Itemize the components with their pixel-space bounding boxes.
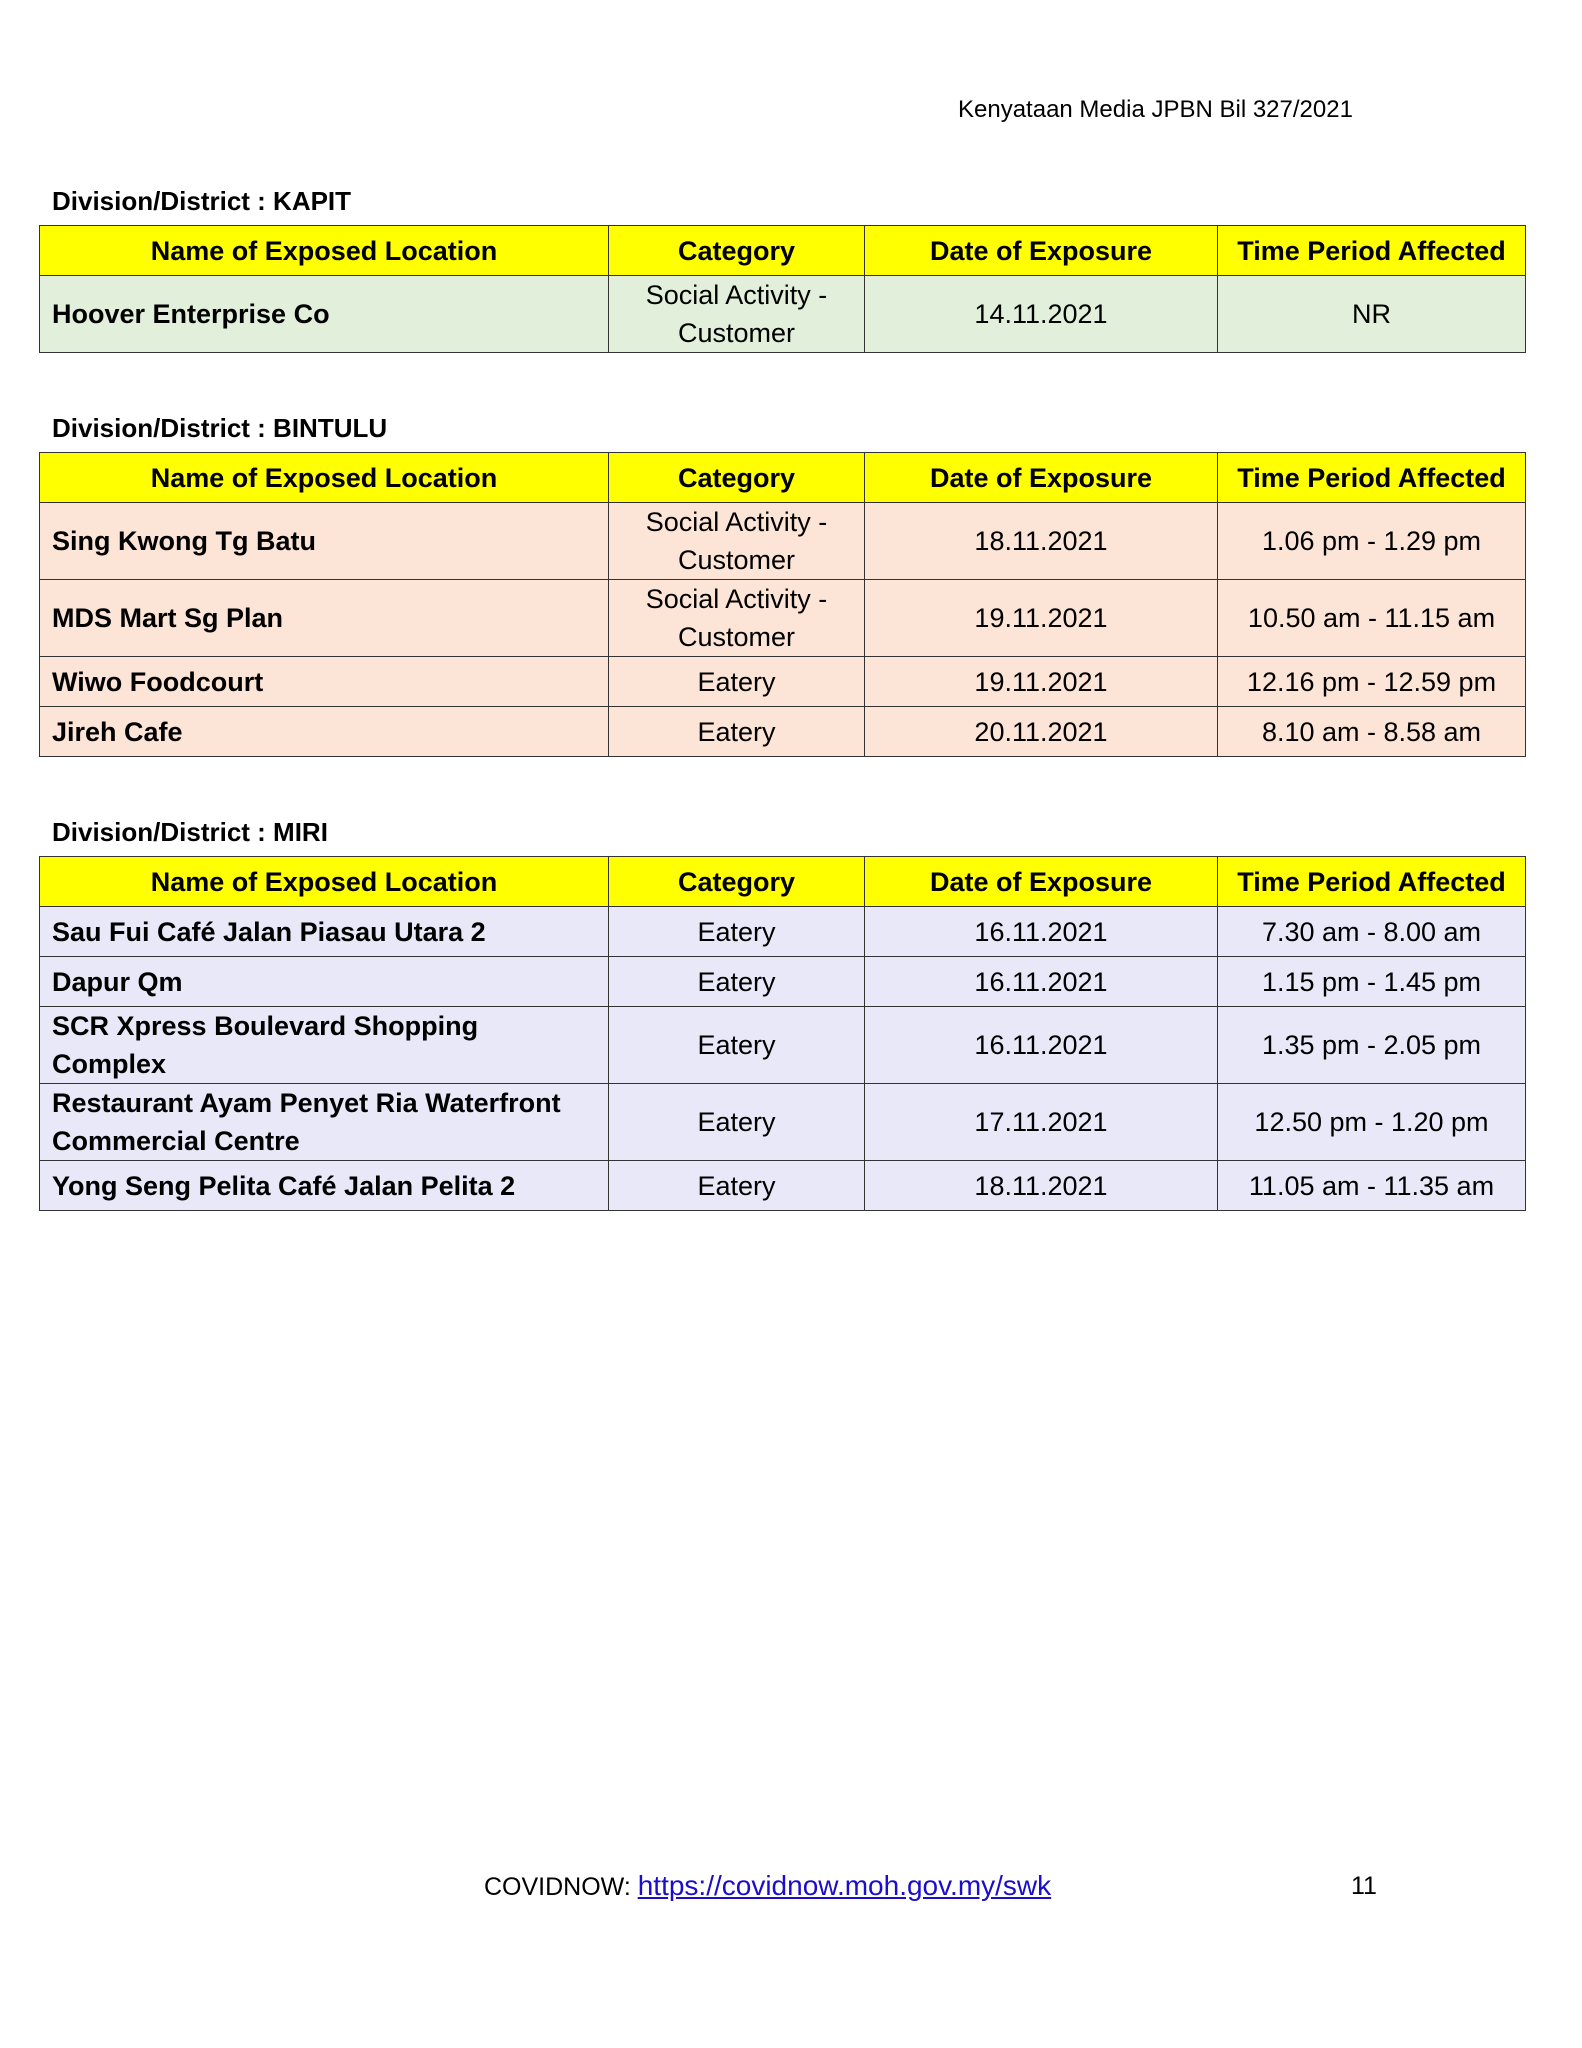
section-title-kapit: Division/District : KAPIT (52, 186, 352, 216)
column-header-name: Name of Exposed Location (40, 453, 609, 503)
exposure-table-miri (39, 856, 1526, 1211)
column-header-time: Time Period Affected (1218, 226, 1526, 276)
page-number: 11 (1351, 1872, 1377, 1900)
location-name: Dapur Qm (40, 957, 609, 1007)
table-row (40, 580, 1526, 657)
section-title-miri: Division/District : MIRI (52, 817, 328, 847)
time-period: 12.50 pm - 1.20 pm (1218, 1084, 1526, 1161)
column-header-name: Name of Exposed Location (40, 226, 609, 276)
column-header-category: Category (609, 226, 865, 276)
time-period: 10.50 am - 11.15 am (1218, 580, 1526, 657)
table-row (40, 707, 1526, 757)
category: Eatery (609, 657, 865, 707)
column-header-time: Time Period Affected (1218, 453, 1526, 503)
table-row (40, 1007, 1526, 1084)
location-name: Sing Kwong Tg Batu (40, 503, 609, 580)
category: Eatery (609, 1084, 865, 1161)
footer (484, 1870, 1051, 1902)
table-row (40, 276, 1526, 353)
location-name: Sau Fui Café Jalan Piasau Utara 2 (40, 907, 609, 957)
column-header-date: Date of Exposure (865, 226, 1218, 276)
category: Social Activity - Customer (609, 580, 865, 657)
time-period: 12.16 pm - 12.59 pm (1218, 657, 1526, 707)
exposure-date: 16.11.2021 (865, 907, 1218, 957)
exposure-table-kapit (39, 225, 1526, 353)
table-row (40, 907, 1526, 957)
section-title-bintulu: Division/District : BINTULU (52, 413, 388, 443)
category: Eatery (609, 907, 865, 957)
location-name: MDS Mart Sg Plan (40, 580, 609, 657)
exposure-date: 19.11.2021 (865, 580, 1218, 657)
column-header-time: Time Period Affected (1218, 857, 1526, 907)
column-header-date: Date of Exposure (865, 857, 1218, 907)
table-row (40, 503, 1526, 580)
category: Eatery (609, 1161, 865, 1211)
exposure-date: 19.11.2021 (865, 657, 1218, 707)
exposure-date: 18.11.2021 (865, 1161, 1218, 1211)
time-period: NR (1218, 276, 1526, 353)
table-row (40, 1084, 1526, 1161)
column-header-category: Category (609, 857, 865, 907)
category: Eatery (609, 707, 865, 757)
category: Social Activity - Customer (609, 503, 865, 580)
location-name: Restaurant Ayam Penyet Ria Waterfront Commercial Centre (40, 1084, 609, 1161)
time-period: 11.05 am - 11.35 am (1218, 1161, 1526, 1211)
footer-label: COVIDNOW: (484, 1873, 638, 1901)
location-name: Jireh Cafe (40, 707, 609, 757)
table-row (40, 957, 1526, 1007)
exposure-date: 20.11.2021 (865, 707, 1218, 757)
covidnow-link[interactable]: https://covidnow.moh.gov.my/swk (637, 1870, 1052, 1901)
document-reference: Kenyataan Media JPBN Bil 327/2021 (958, 96, 1353, 123)
exposure-table-bintulu (39, 452, 1526, 757)
time-period: 7.30 am - 8.00 am (1218, 907, 1526, 957)
column-header-name: Name of Exposed Location (40, 857, 609, 907)
location-name: Hoover Enterprise Co (40, 276, 609, 353)
column-header-date: Date of Exposure (865, 453, 1218, 503)
category: Eatery (609, 957, 865, 1007)
exposure-date: 18.11.2021 (865, 503, 1218, 580)
table-row (40, 657, 1526, 707)
table-row (40, 1161, 1526, 1211)
location-name: Wiwo Foodcourt (40, 657, 609, 707)
exposure-date: 14.11.2021 (865, 276, 1218, 353)
exposure-date: 17.11.2021 (865, 1084, 1218, 1161)
exposure-date: 16.11.2021 (865, 957, 1218, 1007)
category: Eatery (609, 1007, 865, 1084)
time-period: 1.06 pm - 1.29 pm (1218, 503, 1526, 580)
time-period: 1.15 pm - 1.45 pm (1218, 957, 1526, 1007)
location-name: Yong Seng Pelita Café Jalan Pelita 2 (40, 1161, 609, 1211)
column-header-category: Category (609, 453, 865, 503)
time-period: 8.10 am - 8.58 am (1218, 707, 1526, 757)
exposure-date: 16.11.2021 (865, 1007, 1218, 1084)
time-period: 1.35 pm - 2.05 pm (1218, 1007, 1526, 1084)
category: Social Activity - Customer (609, 276, 865, 353)
location-name: SCR Xpress Boulevard Shopping Complex (40, 1007, 609, 1084)
